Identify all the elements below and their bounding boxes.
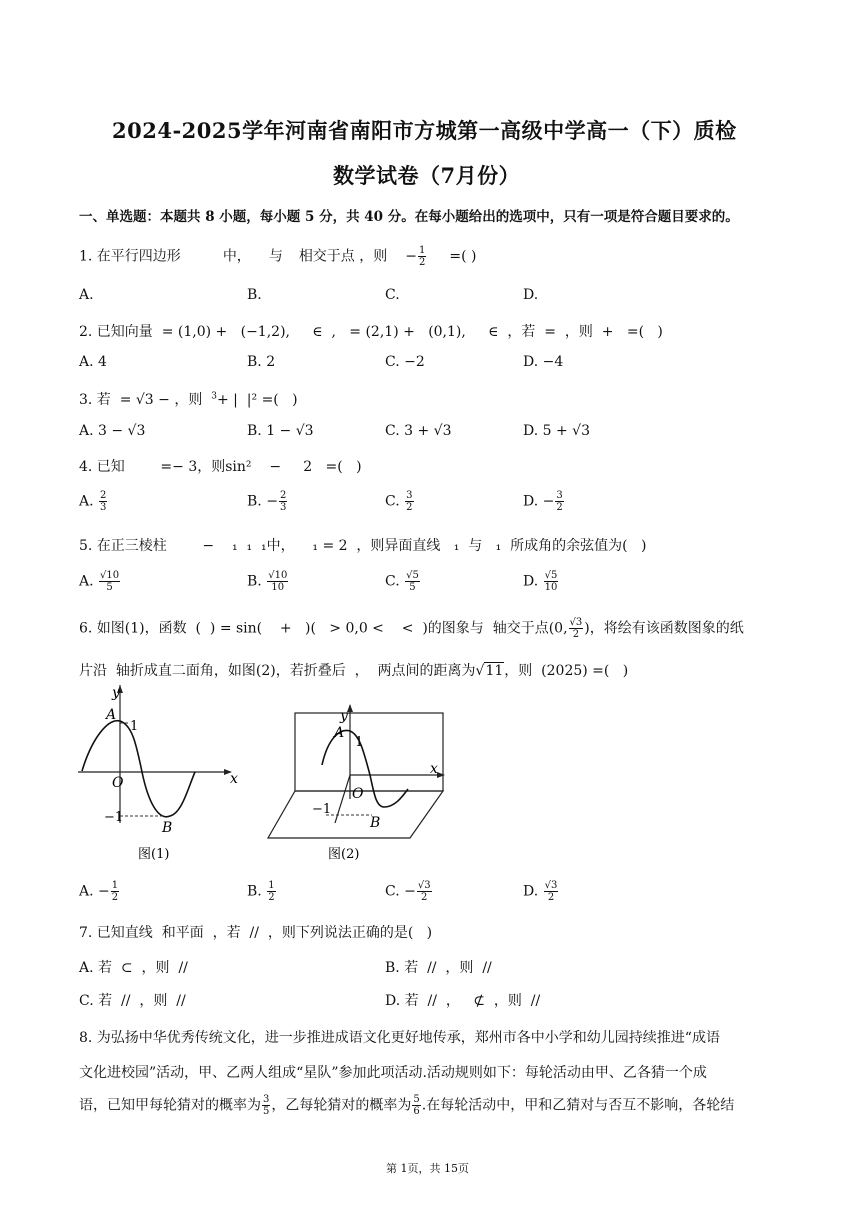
fig1-origin-label: O: [112, 775, 124, 791]
q2-option-a: A. 4: [79, 354, 107, 370]
fig2-x-label: x: [430, 761, 438, 777]
question-8-line-1: 8. 为弘扬中华优秀传统文化，进一步推进成语文化更好地传承，郑州市各中小学和幼儿园持续推进“成语: [79, 1030, 720, 1046]
q7-option-a: A. 若 ⊂ ，则 //: [79, 960, 188, 976]
q1-option-a: A.: [79, 287, 94, 303]
fig1-point-a: A: [106, 707, 117, 723]
q3-stem-b: + | |² =( ): [217, 392, 298, 408]
q7-option-b: B. 若 // ，则 //: [385, 960, 492, 976]
figure-1: [70, 683, 255, 863]
q5-option-d: D. $\frac{√5}{10}$: [523, 570, 558, 593]
fig1-caption: 图(1): [138, 847, 170, 862]
fig1-y-label: y: [112, 685, 120, 701]
q1-stem-d: 相交于点 ，则: [298, 248, 388, 265]
fig1-neg-one-label: −1: [104, 810, 124, 825]
question-1: [79, 245, 476, 268]
q1-stem-b: 中，: [222, 248, 251, 265]
question-2: 2. 已知向量 = (1,0) + (−1,2), ∈ , = (2,1) + (0,1), ∈ ，若 = ，则 + =( ): [79, 324, 663, 340]
fig1-one-label: 1: [130, 719, 139, 734]
q4-option-d: D. − $\frac{3}{2}$: [523, 490, 563, 513]
question-6-line-1: 6. 如图(1)，函数 ( ) = sin( + )( > 0,0 < < )的图象与 轴交于点(0, $\frac{√3}{2}$ )，将绘有该函数图象的纸: [79, 617, 744, 640]
q6-option-d: D. $\frac{√3}{2}$: [523, 880, 558, 903]
section-heading: 一、单选题：本题共 8 小题，每小题 5 分，共 40 分。在每小题给出的选项中，只有一项是符合题目要求的。: [79, 209, 739, 225]
page-footer: 第 1页，共 15页: [386, 1162, 469, 1175]
title-line-2: 数学试卷（7月份）: [333, 163, 521, 188]
q1-stem-c: 与: [268, 248, 283, 265]
q1-tail: =( ): [449, 248, 477, 265]
q2-option-d: D. −4: [523, 354, 564, 370]
fig1-point-b: B: [162, 820, 173, 836]
q4-option-a: A. $\frac{2}{3}$: [79, 490, 107, 513]
q6-option-c: C. − $\frac{√3}{2}$: [385, 880, 431, 903]
q1-fraction: $\frac{1}{2}$: [419, 245, 426, 268]
q3-option-a: A. 3 − √3: [79, 423, 146, 439]
q7-option-d: D. 若 // ， ⊄ ，则 //: [385, 993, 541, 1009]
q3-superscript: 3: [211, 391, 217, 402]
fig2-y-label: y: [340, 708, 348, 724]
question-8-line-3: 语，已知甲每轮猜对的概率为 $\frac{3}{5}$ ，乙每轮猜对的概率为 $\frac{5}{6}$ .在每轮活动中，甲和乙猜对与否互不影响，各轮结: [79, 1094, 735, 1117]
question-7: 7. 已知直线 和平面 ，若 // ，则下列说法正确的是( ): [79, 925, 433, 941]
fig2-point-b: B: [370, 815, 381, 831]
fig2-neg-one-label: −1: [312, 802, 332, 817]
q2-option-b: B. 2: [247, 354, 276, 370]
q1-minus: −: [405, 248, 417, 265]
fig1-x-label: x: [230, 771, 238, 787]
q5-option-a: A. $\frac{√10}{5}$: [79, 570, 120, 593]
question-3: [79, 389, 298, 409]
question-5: 5. 在正三棱柱 − ₁ ₁ ₁中， ₁ = 2 ，则异面直线 ₁ 与 ₁ 所成角的余弦值为( ): [79, 538, 647, 554]
q2-option-c: C. −2: [385, 354, 425, 370]
fig2-origin-label: O: [352, 786, 364, 802]
fig2-caption: 图(2): [328, 847, 360, 862]
q5-option-c: C. $\frac{√5}{5}$: [385, 570, 419, 593]
title-line-1: 2024-2025学年河南省南阳市方城第一高级中学高一（下）质检: [112, 118, 737, 143]
q6-option-a: A. − $\frac{1}{2}$: [79, 880, 119, 903]
q6-option-b: B. $\frac{1}{2}$: [247, 880, 275, 903]
q3-stem-a: 3. 若 = √3 − ，则: [79, 392, 203, 408]
q1-option-c: C.: [385, 287, 400, 303]
q3-option-d: D. 5 + √3: [523, 423, 590, 439]
q3-option-b: B. 1 − √3: [247, 423, 314, 439]
figure-2: [260, 703, 460, 863]
q7-option-c: C. 若 // ，则 //: [79, 993, 186, 1009]
q4-option-b: B. − $\frac{2}{3}$: [247, 490, 287, 513]
q3-option-c: C. 3 + √3: [385, 423, 452, 439]
q6-point-fraction: $\frac{√3}{2}$: [569, 617, 583, 640]
q1-stem-a: 1. 在平行四边形: [79, 248, 181, 265]
q1-option-b: B.: [247, 287, 262, 303]
question-4: 4. 已知 =− 3，则sin² − 2 =( ): [79, 459, 362, 475]
fig2-point-a: A: [334, 725, 345, 741]
question-8-line-2: 文化进校园”活动，甲、乙两人组成“星队”参加此项活动.活动规则如下：每轮活动由甲、乙各猜一个成: [79, 1065, 707, 1081]
fig2-one-label: 1: [355, 735, 364, 750]
q4-option-c: C. $\frac{3}{2}$: [385, 490, 413, 513]
q5-option-b: B. $\frac{√10}{10}$: [247, 570, 288, 593]
question-6-line-2: 片沿 轴折成直二面角，如图(2)，若折叠后 ， 两点间的距离为√11，则 (2025) =( ): [79, 663, 629, 679]
q1-option-d: D.: [523, 287, 539, 303]
